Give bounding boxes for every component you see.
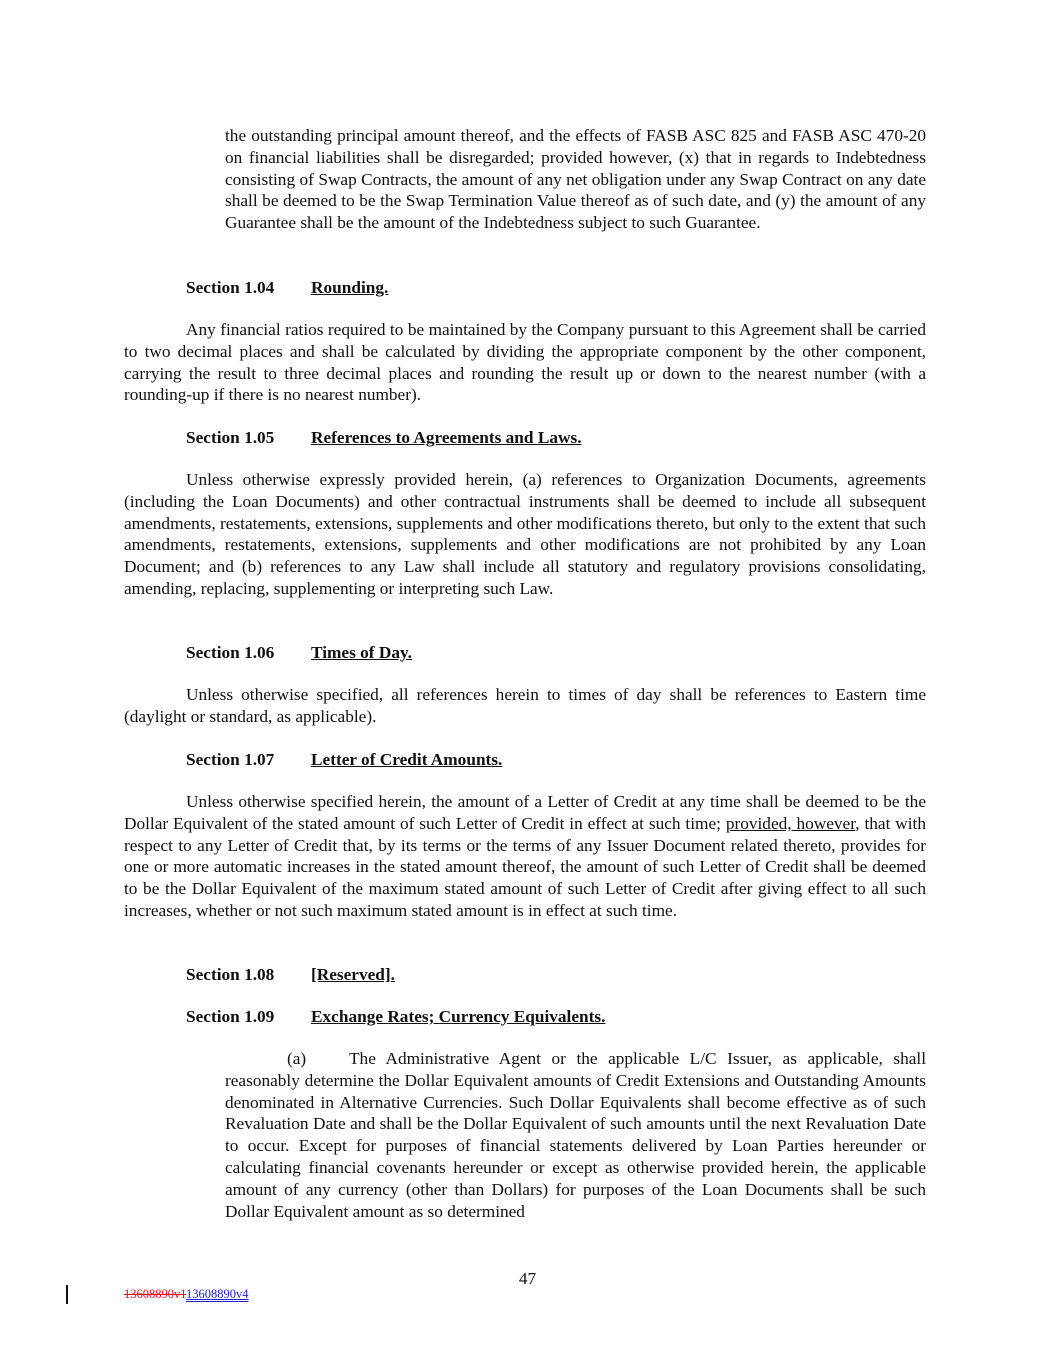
section-body-1-05: Unless otherwise expressly provided herein, (a) references to Organization Documents, agreements (including the Loan Documents) and other contractual instruments shall be deemed to include all subsequent amendments, restatements, extensions, supplements and other modifications thereto, but only to the extent that such amendments, restatements, extensions, supplements and other modifications are not prohibited by any Loan Document; and (b) references to any Law shall include all statutory and regulatory provisions consolidating, amending, replacing, supplementing or interpreting such Law. <box>124 470 926 598</box>
section-heading-1-04 <box>186 277 388 299</box>
provided-however-term: provided, however <box>725 813 856 833</box>
section-number: Section 1.09 <box>186 1007 275 1026</box>
section-body-1-04: Any financial ratios required to be maintained by the Company pursuant to this Agreement shall be carried to two decimal places and shall be calculated by dividing the appropriate component by the other component, carrying the result to three decimal places and rounding the result up or down to the nearest number (with a rounding-up if there is no nearest number). <box>124 320 926 405</box>
subsection-text: The Administrative Agent or the applicable L/C Issuer, as applicable, shall reasonably determine the Dollar Equivalent amounts of Credit Extensions and Outstanding Amounts denominated in Alternative Currencies. Such Dollar Equivalents shall become effective as of such Revaluation Date and shall be the Dollar Equivalent of such amounts until the next Revaluation Date to occur. Except for purposes of financial statements delivered by Loan Parties hereunder or calculating financial covenants hereunder or except as otherwise provided herein, the applicable amount of any currency (other than Dollars) for purposes of the Loan Documents shall be such Dollar Equivalent amount as so determined <box>225 1049 926 1221</box>
section-number: Section 1.05 <box>186 428 275 447</box>
section-heading-1-07 <box>186 749 502 771</box>
section-heading-1-05 <box>186 427 582 449</box>
section-title: Letter of Credit Amounts. <box>311 750 503 769</box>
section-heading-1-09 <box>186 1006 605 1028</box>
revision-change-bar <box>66 1285 68 1304</box>
section-title: Times of Day. <box>311 643 412 662</box>
section-number: Section 1.06 <box>186 643 275 662</box>
section-body-1-07: Unless otherwise specified herein, the amount of a Letter of Credit at any time shall be deemed to be the Dollar Equivalent of the stated amount of such Letter of Credit in effect at such time; provided, however, that with respect to any Letter of Credit that, by its terms or the terms of any Issuer Document related thereto, provides for one or more automatic increases in the stated amount thereof, the amount of such Letter of Credit shall be deemed to be the Dollar Equivalent of the maximum stated amount of such Letter of Credit after giving effect to all such increases, whether or not such maximum stated amount is in effect at such time. <box>124 792 926 920</box>
document-id-footer <box>124 1286 249 1302</box>
section-number: Section 1.08 <box>186 965 275 984</box>
section-title: Rounding. <box>311 278 389 297</box>
section-title: Exchange Rates; Currency Equivalents. <box>311 1007 606 1026</box>
subsection-1-09-a <box>225 1048 926 1222</box>
section-heading-1-08 <box>186 964 395 986</box>
section-heading-1-06 <box>186 642 412 664</box>
continuation-paragraph: the outstanding principal amount thereof, and the effects of FASB ASC 825 and FASB ASC 470-20 on financial liabilities shall be disregarded; provided however, (x) that in regards to Indebtedness consisting of Swap Contracts, the amount of any net obligation under any Swap Contract on any date shall be deemed to be the Swap Termination Value thereof as of such date, and (y) the amount of any Guarantee shall be the amount of the Indebtedness subject to such Guarantee. <box>225 126 926 233</box>
section-title: References to Agreements and Laws. <box>311 428 582 447</box>
section-title: [Reserved]. <box>311 965 395 984</box>
page-number: 47 <box>518 1269 537 1288</box>
section-number: Section 1.04 <box>186 278 275 297</box>
deleted-doc-id: 13608890v1 <box>124 1287 187 1301</box>
subsection-label: (a) <box>287 1049 307 1068</box>
section-number: Section 1.07 <box>186 750 275 769</box>
section-body-1-06: Unless otherwise specified, all references herein to times of day shall be references to Eastern time (daylight or standard, as applicable). <box>124 685 926 726</box>
inserted-doc-id: 13608890v4 <box>186 1287 249 1301</box>
